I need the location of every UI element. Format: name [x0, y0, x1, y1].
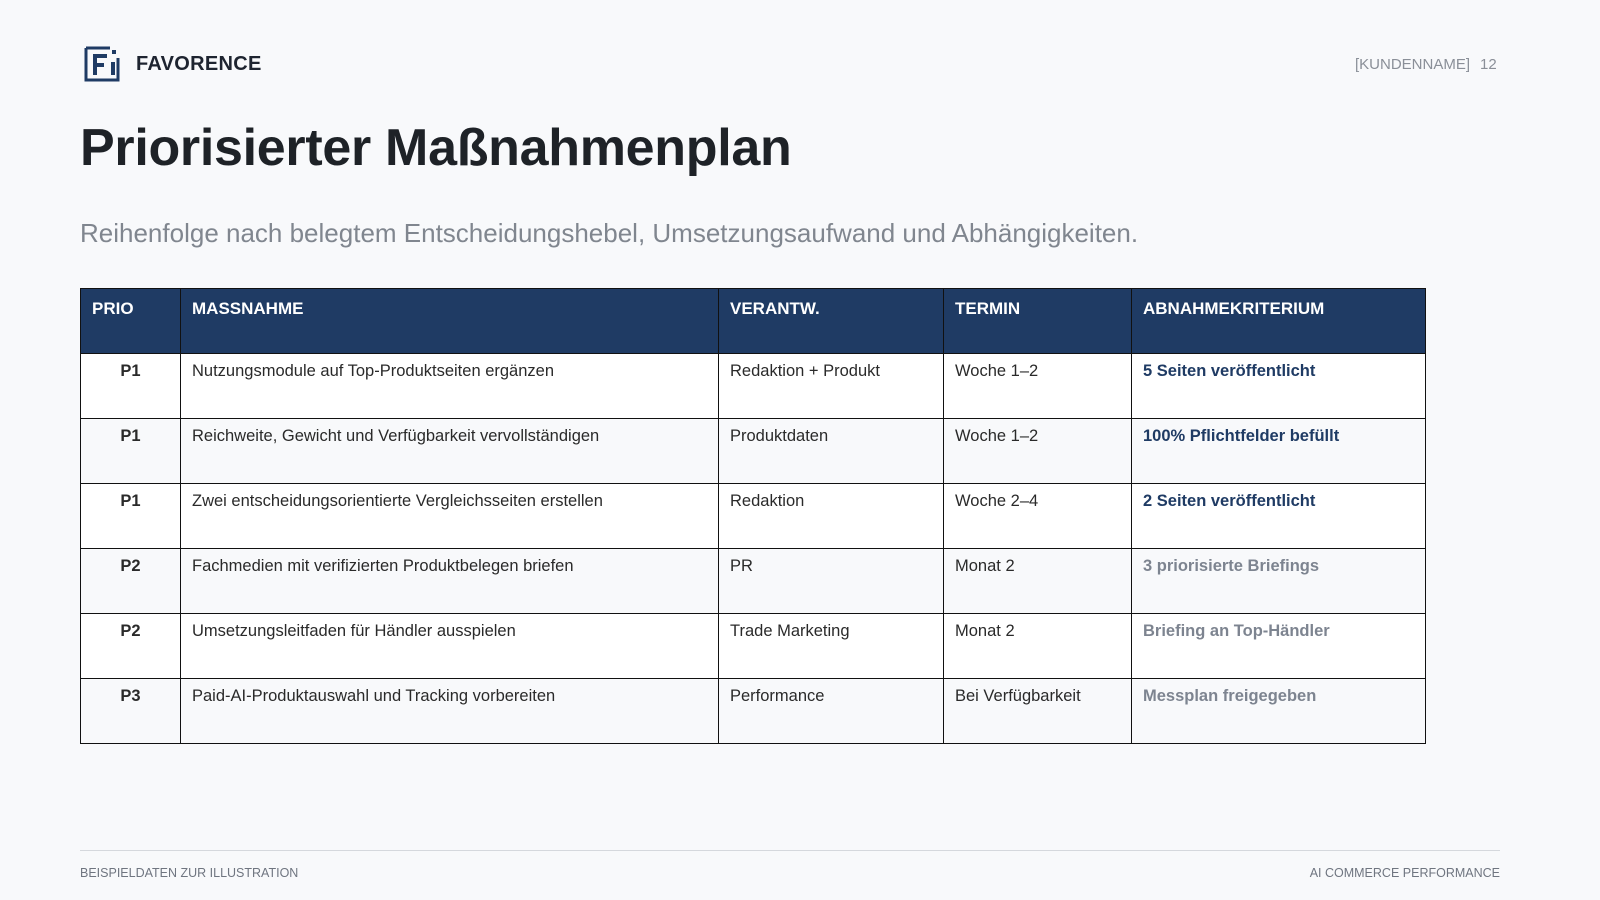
- owner-cell: Performance: [719, 679, 944, 744]
- table-row: [81, 549, 1426, 614]
- client-name: [KUNDENNAME]: [1354, 56, 1470, 73]
- page-number: 12: [1480, 56, 1497, 73]
- favorence-logo-icon: [84, 46, 120, 82]
- footer-section-label: AI COMMERCE PERFORMANCE: [1309, 866, 1500, 880]
- prio-cell: P1: [81, 354, 181, 419]
- date-cell: Monat 2: [944, 614, 1132, 679]
- page-title: Priorisierter Maßnahmenplan: [80, 119, 792, 177]
- criterion-cell: 5 Seiten veröffentlicht: [1132, 354, 1426, 419]
- footer-disclaimer: BEISPIELDATEN ZUR ILLUSTRATION: [80, 866, 299, 880]
- prio-cell: P3: [81, 679, 181, 744]
- column-header-owner: VERANTW.: [719, 289, 944, 354]
- column-header-date: TERMIN: [944, 289, 1132, 354]
- slide-header: [84, 46, 1470, 82]
- column-header-measure: MASSNAHME: [181, 289, 719, 354]
- criterion-cell: 3 priorisierte Briefings: [1132, 549, 1426, 614]
- prio-cell: P2: [81, 549, 181, 614]
- action-plan-table: [80, 288, 1426, 744]
- page-subtitle: Reihenfolge nach belegtem Entscheidungshebel, Umsetzungsaufwand und Abhängigkeiten.: [80, 218, 1139, 248]
- owner-cell: Redaktion: [719, 484, 944, 549]
- owner-cell: PR: [719, 549, 944, 614]
- date-cell: Woche 1–2: [944, 419, 1132, 484]
- criterion-cell: 2 Seiten veröffentlicht: [1132, 484, 1426, 549]
- date-cell: Woche 2–4: [944, 484, 1132, 549]
- date-cell: Woche 1–2: [944, 354, 1132, 419]
- criterion-cell: 100% Pflichtfelder befüllt: [1132, 419, 1426, 484]
- prio-cell: P2: [81, 614, 181, 679]
- owner-cell: Produktdaten: [719, 419, 944, 484]
- criterion-cell: Briefing an Top-Händler: [1132, 614, 1426, 679]
- table-row: [81, 484, 1426, 549]
- date-cell: Bei Verfügbarkeit: [944, 679, 1132, 744]
- brand-name: FAVORENCE: [136, 52, 262, 75]
- measure-cell: Reichweite, Gewicht und Verfügbarkeit vervollständigen: [181, 419, 719, 484]
- column-header-criterion: ABNAHMEKRITERIUM: [1132, 289, 1426, 354]
- prio-cell: P1: [81, 484, 181, 549]
- measure-cell: Paid-AI-Produktauswahl und Tracking vorbereiten: [181, 679, 719, 744]
- table-row: [81, 419, 1426, 484]
- measure-cell: Nutzungsmodule auf Top-Produktseiten ergänzen: [181, 354, 719, 419]
- date-cell: Monat 2: [944, 549, 1132, 614]
- footer-divider: [80, 850, 1500, 851]
- table-row: [81, 679, 1426, 744]
- measure-cell: Zwei entscheidungsorientierte Vergleichsseiten erstellen: [181, 484, 719, 549]
- criterion-cell: Messplan freigegeben: [1132, 679, 1426, 744]
- table-header-row: [81, 289, 1426, 354]
- brand-logo: [84, 46, 262, 82]
- measure-cell: Umsetzungsleitfaden für Händler ausspielen: [181, 614, 719, 679]
- column-header-prio: PRIO: [81, 289, 181, 354]
- owner-cell: Redaktion + Produkt: [719, 354, 944, 419]
- table-row: [81, 614, 1426, 679]
- table-row: [81, 354, 1426, 419]
- prio-cell: P1: [81, 419, 181, 484]
- owner-cell: Trade Marketing: [719, 614, 944, 679]
- measure-cell: Fachmedien mit verifizierten Produktbelegen briefen: [181, 549, 719, 614]
